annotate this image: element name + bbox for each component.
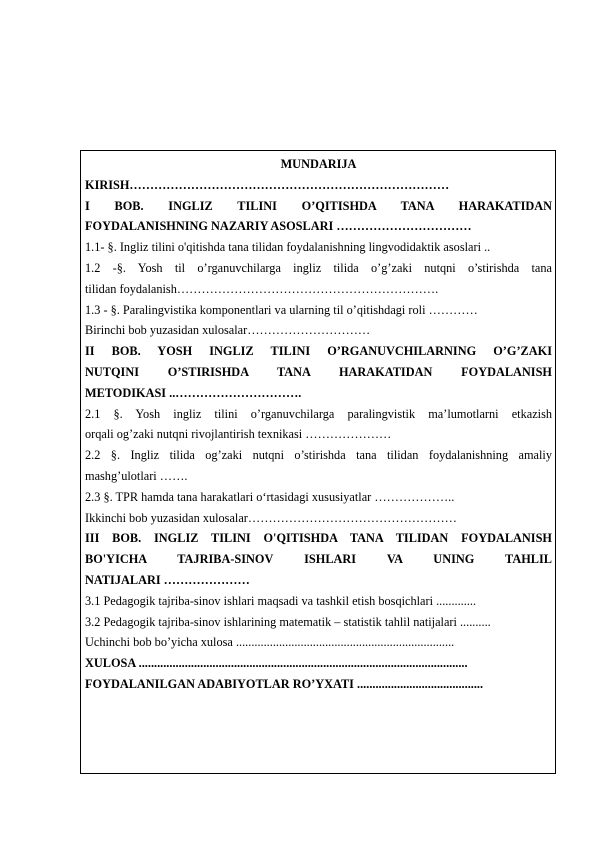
toc-entry-references: FOYDALANILGAN ADABIYOTLAR RO’YXATI .........................................: [85, 676, 484, 691]
table-of-contents: [80, 150, 556, 774]
toc-chapter-1-title-line-2: FOYDALANISHNING NAZARIY ASOSLARI ……………………………: [85, 219, 472, 234]
toc-entry-conclusion: XULOSA ...........................................................................................................: [85, 656, 468, 671]
toc-chapter-3-title-line-2: BO'YICHA TAJRIBA-SINOV ISHLARI VA UNING TAHLIL: [85, 552, 552, 567]
toc-entry-3-1: 3.1 Pedagogik tajriba-sinov ishlari maqsadi va tashkil etish bosqichlari .............: [85, 593, 477, 608]
toc-entry-1-2-line-1: 1.2 -§. Yosh til o’rganuvchilarga ingliz tilida o’g’zaki nutqni o’stirishda tana: [85, 260, 552, 275]
toc-entry-chapter-1-conclusion: Birinchi bob yuzasidan xulosalar…………………………: [85, 323, 371, 338]
toc-entry-introduction: KIRISH……………………………………………………………………: [85, 177, 450, 192]
toc-entry-3-2: 3.2 Pedagogik tajriba-sinov ishlarining matematik – statistik tahlil natijalari ..........: [85, 614, 491, 629]
toc-chapter-2-title-line-2: NUTQINI O’STIRISHDA TANA HARAKATIDAN FOYDALANISH: [85, 364, 552, 379]
toc-entry-chapter-3-conclusion: Uchinchi bob bo’yicha xulosa .......................................................................: [85, 635, 455, 650]
toc-entry-1-1: 1.1- §. Ingliz tilini o'qitishda tana tilidan foydalanishning lingvodidaktik asoslari ..: [85, 240, 491, 255]
toc-chapter-3-title-line-3: NATIJALARI …………………: [85, 572, 250, 587]
toc-chapter-2-title-line-3: METODIKASI ..………………………….: [85, 385, 302, 400]
toc-entry-2-3: 2.3 §. TPR hamda tana harakatlari o‘rtasidagi xususiyatlar ………………..: [85, 489, 455, 504]
toc-chapter-3-title-line-1: III BOB. INGLIZ TILINI O'QITISHDA TANA TILIDAN FOYDALANISH: [85, 531, 552, 546]
toc-entry-chapter-2-conclusion: Ikkinchi bob yuzasidan xulosalar……………………………………………: [85, 510, 457, 525]
toc-entry-2-2-line-1: 2.2 §. Ingliz tilida og’zaki nutqni o’stirishda tana tilidan foydalanishning amaliy: [85, 448, 552, 463]
toc-entry-2-2-line-2: mashg’ulotlari …….: [85, 468, 188, 483]
toc-entry-1-2-line-2: tilidan foydalanish……………………………………………………….: [85, 281, 439, 296]
toc-chapter-1-title-line-1: I BOB. INGLIZ TILINI O’QITISHDA TANA HARAKATIDAN: [85, 198, 552, 213]
toc-entry-2-1-line-1: 2.1 §. Yosh ingliz tilini o’rganuvchilarga paralingvistik ma’lumotlarni etkazish: [85, 406, 552, 421]
toc-entry-2-1-line-2: orqali og’zaki nutqni rivojlantirish texnikasi …………………: [85, 427, 392, 442]
toc-chapter-2-title-line-1: II BOB. YOSH INGLIZ TILINI O’RGANUVCHILARNING O’G’ZAKI: [85, 344, 552, 359]
toc-entry-1-3: 1.3 - §. Paralingvistika komponentlari va ularning til o’qitishdagi roli …………: [85, 302, 478, 317]
toc-title: MUNDARIJA: [280, 157, 357, 171]
